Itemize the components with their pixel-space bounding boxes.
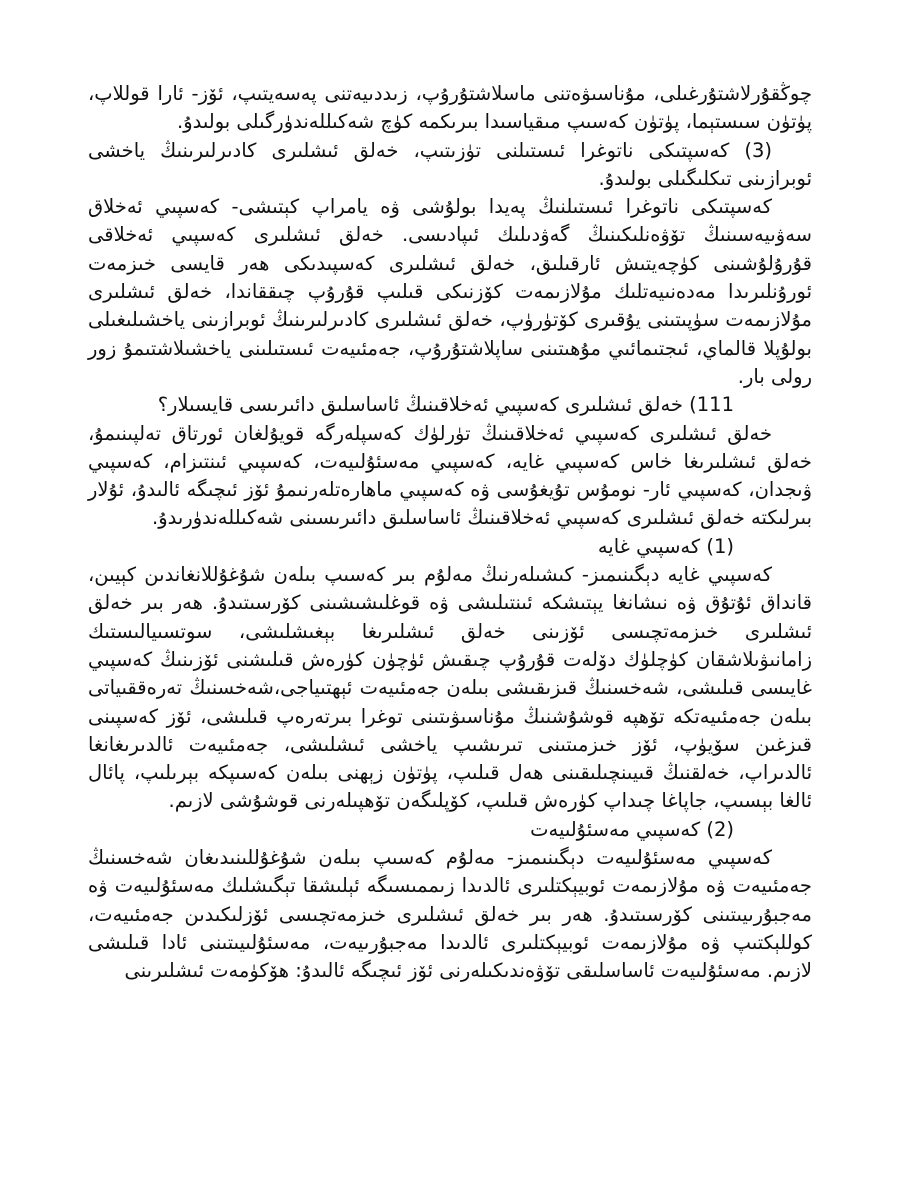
paragraph-point-3: (3) كەسپتىكى ناتوغرا ئىستىلنى تۈزىتىپ، خەلق ئىشلىرى كادىرلىرىنىڭ ياخشى ئوبرازىنى تىكلىگىلى بولىدۇ.	[88, 138, 812, 190]
paragraph-continuation: چوڭقۇرلاشتۇرغىلى، مۇناسىۋەتنى ماسلاشتۇرۇپ، زىددىيەتنى پەسەيتىپ، ئۆز- ئارا قوللاپ، پۈتۈن سىستېما، پۈتۈن كەسىپ مىقياسىدا بىرىكمە كۈچ شەكىللەندۈرگىلى بولىدۇ.	[88, 82, 812, 134]
paragraph-style-impact: كەسپتىكى ناتوغرا ئىستىلنىڭ پەيدا بولۇشى ۋە يامراپ كېتىشى- كەسپىي ئەخلاق سەۋىيەسىنىڭ تۆۋەنلىكىنىڭ گەۋدىلىك ئىپادىسى. خەلق ئىشلىرى كەسپىي ئەخلاقى قۇرۇلۇشىنى كۈچەيتىش ئارقىلىق، خەلق ئىشلىرى كەسپىدىكى ھەر قايسى خىزمەت ئورۇنلىرىدا مەدەنىيەتلىك مۇلازىمەت كۆزنىكى قىلىپ قۇرۇپ چىققاندا، خەلق ئىشلىرى مۇلازىمەت سۈپىتىنى يۇقىرى كۆتۈرۈپ، خەلق ئىشلىرى كادىرلىرىنىڭ ئوبرازىنى ياخشىلىغىلى بولۇپلا قالماي، ئىجتىمائىي مۇھىتىنى ساپلاشتۇرۇپ، جەمئىيەت ئىستىلىنى ياخشىلاشتىمۇ زور رولى بار.	[88, 195, 812, 388]
section-question-heading: 111) خەلق ئىشلىرى كەسپىي ئەخلاقىنىڭ ئاساسلىق دائىرىسى قايسىلار؟	[157, 393, 734, 417]
paragraph-professional-responsibility: كەسپىي مەسئۇلىيەت دېگىنىمىز- مەلۇم كەسىپ بىلەن شۇغۇللىنىدىغان شەخسنىڭ جەمئىيەت ۋە مۇلازىمەت ئوبيېكتلىرى ئالدىدا زىممىسىگە ئېلىشقا تېگىشلىك مەسئۇلىيەت ۋە مەجبۇرىيىتىنى كۆرسىتىدۇ. ھەر بىر خەلق ئىشلىرى خىزمەتچىسى ئۆزلىكىدىن جەمئىيەت، كوللېكتىپ ۋە مۇلازىمەت ئوبيېكتلىرى ئالدىدا مەجبۇرىيەت، مەسئۇلىيىتىنى ئادا قىلىشى لازىم. مەسئۇلىيەت ئاساسلىقى تۆۋەندىكىلەرنى ئۆز ئىچىگە ئالىدۇ: ھۆكۈمەت ئىشلىرىنى	[88, 846, 812, 983]
document-page	[88, 80, 812, 986]
paragraph-professional-ideal: كەسپىي غايە دېگىنىمىز- كىشىلەرنىڭ مەلۇم بىر كەسىپ بىلەن شۇغۇللانغاندىن كېيىن، قانداق ئۇتۇق ۋە نىشانغا يېتىشكە ئىنتىلىشى ۋە قوغلىشىشىنى كۆرسىتىدۇ. ھەر بىر خەلق ئىشلىرى خىزمەتچىسى ئۆزىنى خەلق ئىشلىرىغا بېغىشلىشى، سوتسىيالىستىك زامانىۋىلاشقان كۈچلۈك دۆلەت قۇرۇپ چىقىش ئۈچۈن كۈرەش قىلىشنى ئۆزىنىڭ كەسپىي غايىسى قىلىشى، شەخسنىڭ قىزىقىشى بىلەن جەمئىيەت ئېھتىياجى،شەخسنىڭ تەرەققىياتى بىلەن جەمئىيەتكە تۆھپە قوشۇشنىڭ مۇناسىۋىتىنى توغرا بىرتەرەپ قىلىشى، ئۆز كەسپىنى قىزغىن سۆيۈپ، ئۆز خىزمىتىنى تىرىشىپ ياخشى ئىشلىشى، جەمئىيەت ئالدىرىغانغا ئالدىراپ، خەلقنىڭ قىيىنچىلىقىنى ھەل قىلىپ، پۈتۈن زېھنى بىلەن كەسىپكە بېرىلىپ، پائال ئالغا بېسىپ، جاپاغا چىداپ كۈرەش قىلىپ، كۆپلىگەن تۆھپىلەرنى قوشۇشى لازىم.	[88, 563, 812, 813]
subheading-professional-ideal: (1) كەسپىي غايە	[597, 534, 734, 558]
paragraph-ethics-scope: خەلق ئىشلىرى كەسپىي ئەخلاقىنىڭ تۈرلۈك كەسپلەرگە قويۇلغان ئورتاق تەلپىنىمۇ، خەلق ئىشلىرىغا خاس كەسپىي غايە، كەسپىي مەسئۇلىيەت، كەسپىي ئىنتىزام، كەسپىي ۋىجدان، كەسپىي ئار- نومۇس تۇيغۇسى ۋە كەسپىي ماھارەتلەرنىمۇ ئۆز ئىچىگە ئالىدۇ، ئۇلار بىرلىكتە خەلق ئىشلىرى كەسپىي ئەخلاقىنىڭ ئاساسلىق دائىرىسىنى شەكىللەندۈرىدۇ.	[88, 421, 812, 530]
subheading-professional-responsibility: (2) كەسپىي مەسئۇلىيەت	[530, 817, 734, 841]
